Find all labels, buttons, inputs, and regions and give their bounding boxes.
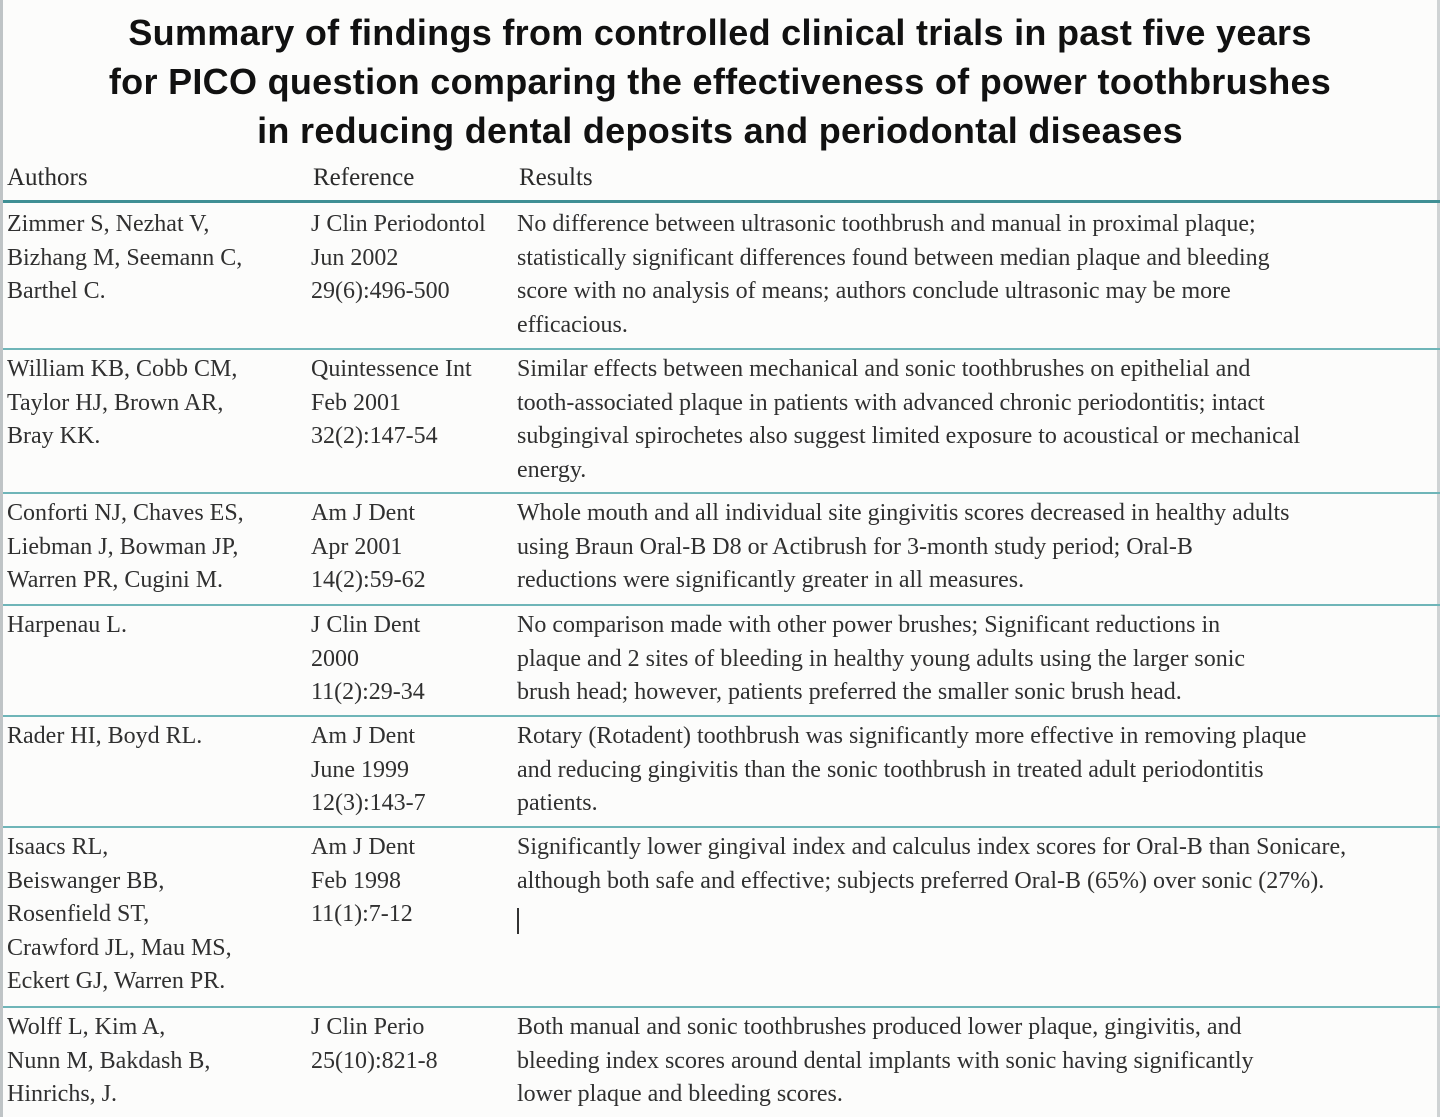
reference-cell-line: Quintessence Int (311, 356, 472, 382)
authors-cell-line: Rosenfield ST, (7, 901, 150, 927)
authors-cell (7, 497, 307, 598)
authors-cell-line: Beiswanger BB, (7, 867, 165, 894)
reference-cell-line: 12(3):143-7 (311, 790, 426, 816)
reference-cell-line: 32(2):147-54 (311, 423, 438, 449)
column-header-results: Results (519, 164, 593, 191)
authors-cell-line: Crawford JL, Mau MS, (7, 934, 232, 961)
reference-cell-line: 25(10):821-8 (311, 1047, 438, 1074)
row-divider (3, 604, 1440, 606)
title-line-1: Summary of findings from controlled clinical trials in past five years (128, 12, 1312, 53)
reference-cell-line: J Clin Dent (311, 612, 421, 638)
results-cell-line: efficacious. (517, 311, 628, 338)
results-cell-line: energy. (517, 456, 587, 483)
text-cursor (517, 908, 519, 934)
reference-cell-line: Am J Dent (311, 500, 415, 526)
authors-cell-line: Nunn M, Bakdash B, (7, 1047, 211, 1074)
results-cell (517, 353, 1435, 487)
results-cell-line: score with no analysis of means; authors conclude ultrasonic may be more (517, 278, 1231, 304)
row-divider (3, 1006, 1440, 1008)
title-line-2: for PICO question comparing the effectiveness of power toothbrushes (108, 61, 1332, 102)
results-cell-line: plaque and 2 sites of bleeding in healthy young adults using the larger sonic (517, 645, 1246, 672)
authors-cell-line: Wolff L, Kim A, (7, 1014, 166, 1040)
reference-cell-line: Feb 1998 (311, 867, 401, 894)
reference-cell-line: J Clin Periodontol (311, 211, 486, 237)
authors-cell (7, 353, 307, 454)
authors-cell-line: Bizhang M, Seemann C, (7, 244, 243, 271)
row-divider (3, 492, 1440, 494)
title-line-3: in reducing dental deposits and periodontal diseases (257, 110, 1183, 151)
results-cell-line: No comparison made with other power brushes; Significant reductions in (517, 612, 1221, 638)
results-cell-line: tooth-associated plaque in patients with advanced chronic periodontitis; intact (517, 389, 1265, 416)
results-cell-line: No difference between ultrasonic toothbrush and manual in proximal plaque; (517, 211, 1256, 237)
reference-cell (311, 208, 516, 309)
row-divider (3, 826, 1440, 828)
reference-cell-line: Am J Dent (311, 834, 415, 860)
authors-cell (7, 831, 307, 999)
authors-cell-line: Zimmer S, Nezhat V, (7, 211, 210, 237)
results-cell-line: brush head; however, patients preferred the smaller sonic brush head. (517, 679, 1182, 705)
column-header-reference: Reference (313, 164, 415, 191)
results-cell-line: Whole mouth and all individual site gingivitis scores decreased in healthy adults (517, 500, 1290, 526)
reference-cell-line: J Clin Perio (311, 1014, 425, 1040)
authors-cell (7, 208, 307, 309)
authors-cell-line: Bray KK. (7, 423, 101, 449)
results-cell-line: Both manual and sonic toothbrushes produced lower plaque, gingivitis, and (517, 1014, 1242, 1040)
results-cell (517, 720, 1435, 821)
table-title (3, 8, 1437, 155)
authors-cell-line: Hinrichs, J. (7, 1081, 117, 1107)
authors-cell (7, 609, 307, 643)
results-cell-line: reductions were significantly greater in all measures. (517, 567, 1025, 593)
reference-cell (311, 1011, 516, 1078)
results-cell (517, 1011, 1435, 1112)
authors-cell-line: Barthel C. (7, 278, 106, 304)
authors-cell (7, 1011, 307, 1112)
results-cell (517, 497, 1435, 598)
reference-cell (311, 720, 516, 821)
reference-cell-line: 11(1):7-12 (311, 901, 413, 927)
reference-cell (311, 353, 516, 454)
authors-cell-line: Rader HI, Boyd RL. (7, 723, 203, 749)
results-cell (517, 609, 1435, 710)
header-divider (3, 200, 1440, 203)
authors-cell-line: Liebman J, Bowman JP, (7, 533, 239, 560)
authors-cell (7, 720, 307, 754)
row-divider (3, 715, 1440, 717)
results-cell (517, 208, 1435, 342)
results-cell-line: Significantly lower gingival index and calculus index scores for Oral-B than Sonicare, (517, 834, 1347, 860)
authors-cell-line: Harpenau L. (7, 612, 127, 638)
reference-cell-line: Apr 2001 (311, 533, 403, 560)
results-cell-line: although both safe and effective; subjects preferred Oral-B (65%) over sonic (27%). (517, 867, 1325, 894)
reference-cell-line: 2000 (311, 645, 359, 672)
reference-cell-line: 14(2):59-62 (311, 567, 426, 593)
results-cell-line: statistically significant differences found between median plaque and bleeding (517, 244, 1270, 271)
authors-cell-line: Taylor HJ, Brown AR, (7, 389, 224, 416)
results-cell-line: and reducing gingivitis than the sonic toothbrush in treated adult periodontitis (517, 756, 1264, 783)
reference-cell (311, 609, 516, 710)
reference-cell-line: June 1999 (311, 756, 409, 783)
authors-cell-line: Conforti NJ, Chaves ES, (7, 500, 244, 526)
authors-cell-line: Warren PR, Cugini M. (7, 567, 224, 593)
results-cell-line: subgingival spirochetes also suggest limited exposure to acoustical or mechanical (517, 423, 1301, 449)
reference-cell-line: Jun 2002 (311, 244, 399, 271)
reference-cell (311, 497, 516, 598)
reference-cell-line: Feb 2001 (311, 389, 401, 416)
results-cell-line: patients. (517, 790, 598, 816)
authors-cell-line: Eckert GJ, Warren PR. (7, 968, 226, 994)
results-cell-line: bleeding index scores around dental implants with sonic having significantly (517, 1047, 1254, 1074)
reference-cell-line: 11(2):29-34 (311, 679, 425, 705)
authors-cell-line: Isaacs RL, (7, 834, 109, 860)
results-cell-line: using Braun Oral-B D8 or Actibrush for 3-month study period; Oral-B (517, 533, 1193, 560)
reference-cell-line: 29(6):496-500 (311, 278, 450, 304)
results-cell-line: Similar effects between mechanical and sonic toothbrushes on epithelial and (517, 356, 1251, 382)
results-cell-line: lower plaque and bleeding scores. (517, 1081, 843, 1107)
column-header-authors: Authors (7, 164, 88, 191)
reference-cell (311, 831, 516, 932)
results-cell (517, 831, 1435, 898)
row-divider (3, 348, 1440, 350)
results-cell-line: Rotary (Rotadent) toothbrush was significantly more effective in removing plaque (517, 723, 1307, 749)
reference-cell-line: Am J Dent (311, 723, 415, 749)
authors-cell-line: William KB, Cobb CM, (7, 356, 238, 382)
